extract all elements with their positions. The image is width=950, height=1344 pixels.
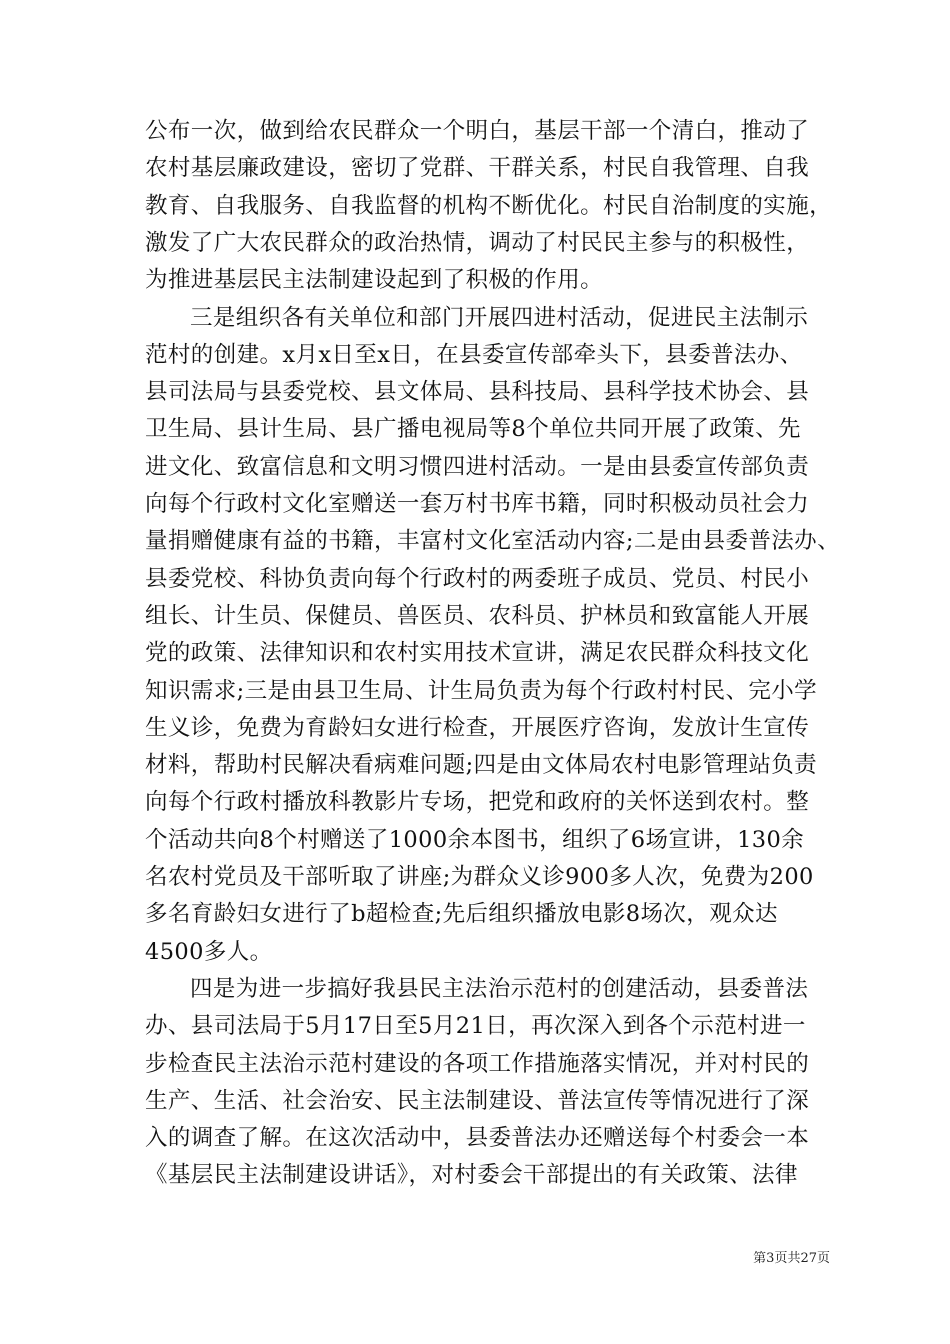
text-line: 范村的创建。x月x日至x日，在县委宣传部牵头下，县委普法办、 [145,341,803,368]
text-line: 进文化、致富信息和文明习惯四进村活动。一是由县委宣传部负责 [145,453,810,480]
text-line: 县司法局与县委党校、县文体局、县科技局、县科学技术协会、县 [145,379,810,406]
text-line: 知识需求;三是由县卫生局、计生局负责为每个行政村村民、完小学 [145,677,818,704]
text-line: 激发了广大农民群众的政治热情，调动了村民民主参与的积极性， [145,229,810,256]
text-line: 向每个行政村文化室赠送一套万村书库书籍，同时积极动员社会力 [145,491,810,517]
text-line: 《基层民主法制建设讲话》，对村委会干部提出的有关政策、法律 [145,1162,798,1189]
text-line: 步检查民主法治示范村建设的各项工作措施落实情况，并对村民的 [145,1050,810,1077]
text-line: 4500多人。 [145,938,273,965]
text-line: 生产、生活、社会治安、民主法制建设、普法宣传等情况进行了深 [145,1087,810,1114]
text-line: 办、县司法局于5月17日至5月21日，再次深入到各个示范村进一 [145,1013,806,1040]
text-line: 多名育龄妇女进行了b超检查;先后组织播放电影8场次，观众达 [145,901,778,928]
text-line: 党的政策、法律知识和农村实用技术宣讲，满足农民群众科技文化 [145,640,810,667]
page-number: 第3页共27页 [753,1251,830,1266]
text-line: 组长、计生员、保健员、兽医员、农科员、护林员和致富能人开展 [145,602,810,629]
text-line: 向每个行政村播放科教影片专场，把党和政府的关怀送到农村。整 [145,789,810,816]
text-line: 名农村党员及干部听取了讲座;为群众义诊900多人次，免费为200 [145,864,814,890]
text-line: 农村基层廉政建设，密切了党群、干群关系，村民自我管理、自我 [145,155,810,182]
text-line: 材料，帮助村民解决看病难问题;四是由文体局农村电影管理站负责 [145,752,818,779]
paragraph-start-line: 三是组织各有关单位和部门开展四进村活动，促进民主法制示 [190,304,809,331]
text-line: 公布一次，做到给农民群众一个明白，基层干部一个清白，推动了 [145,118,810,144]
paragraph-start-line: 四是为进一步搞好我县民主法治示范村的创建活动，县委普法 [190,975,809,1002]
text-line: 入的调查了解。在这次活动中，县委普法办还赠送每个村委会一本 [145,1125,810,1152]
text-line: 卫生局、县计生局、县广播电视局等8个单位共同开展了政策、先 [145,416,801,443]
text-line: 教育、自我服务、自我监督的机构不断优化。村民自治制度的实施， [145,192,833,219]
text-line: 生义诊，免费为育龄妇女进行检查，开展医疗咨询，发放计生宣传 [145,714,810,741]
text-line: 为推进基层民主法制建设起到了积极的作用。 [145,267,604,294]
text-line: 县委党校、科协负责向每个行政村的两委班子成员、党员、村民小 [145,565,810,592]
text-line: 量捐赠健康有益的书籍，丰富村文化室活动内容;二是由县委普法办、 [145,528,840,555]
text-line: 个活动共向8个村赠送了1000余本图书，组织了6场宣讲，130余 [145,826,805,853]
